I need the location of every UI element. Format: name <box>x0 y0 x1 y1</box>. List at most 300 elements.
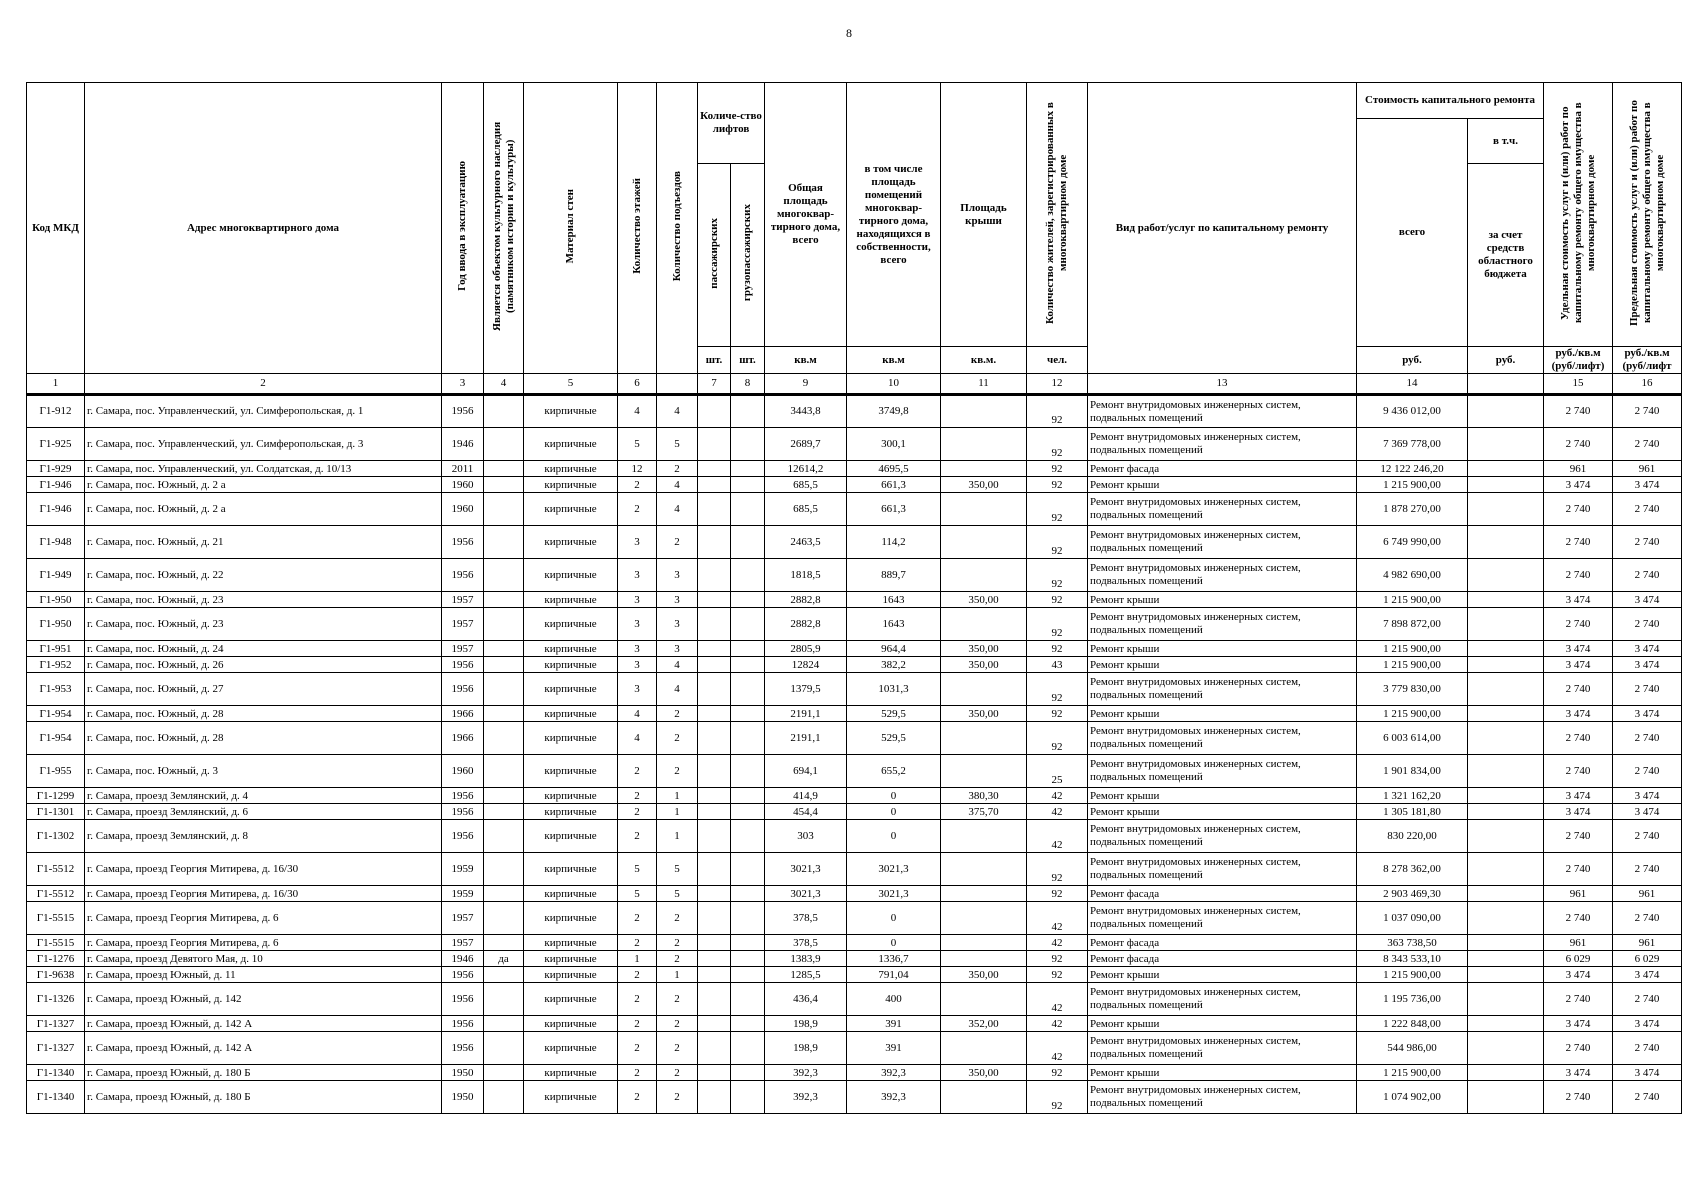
header-lifts-freight: грузопассажирских <box>731 164 765 347</box>
cell-cost-total: 8 343 533,10 <box>1357 951 1468 967</box>
cell-roof-area <box>941 1081 1027 1114</box>
column-number: 7 <box>698 374 731 395</box>
cell-unit-cost: 3 474 <box>1544 1016 1613 1032</box>
cell-year: 1960 <box>442 477 484 493</box>
cell-address: г. Самара, пос. Южный, д. 28 <box>85 722 442 755</box>
cell-area-total: 694,1 <box>765 755 847 788</box>
table-row <box>27 755 1682 788</box>
cell-year: 1957 <box>442 935 484 951</box>
cell-cost-total: 6 003 614,00 <box>1357 722 1468 755</box>
cell-residents: 43 <box>1027 657 1088 673</box>
header-lifts: Количе-ство лифтов <box>698 83 765 164</box>
cell-lifts-pass <box>698 641 731 657</box>
cell-entrances: 2 <box>657 722 698 755</box>
cell-floors: 2 <box>618 1032 657 1065</box>
cell-residents: 92 <box>1027 592 1088 608</box>
cell-code: Г1-1301 <box>27 804 85 820</box>
cell-lifts-pass <box>698 395 731 428</box>
cell-roof-area <box>941 820 1027 853</box>
cell-heritage <box>484 526 524 559</box>
cell-area-total: 1818,5 <box>765 559 847 592</box>
cell-work: Ремонт внутридомовых инженерных систем, подвальных помещений <box>1088 820 1357 853</box>
cell-max-cost: 2 740 <box>1613 1081 1682 1114</box>
cell-address: г. Самара, проезд Землянский, д. 6 <box>85 804 442 820</box>
table-row <box>27 493 1682 526</box>
cell-area-owned: 655,2 <box>847 755 941 788</box>
cell-area-total: 392,3 <box>765 1065 847 1081</box>
cell-work: Ремонт внутридомовых инженерных систем, подвальных помещений <box>1088 395 1357 428</box>
table-row <box>27 641 1682 657</box>
cell-year: 1957 <box>442 608 484 641</box>
cell-material: кирпичные <box>524 1081 618 1114</box>
cell-heritage <box>484 559 524 592</box>
cell-residents: 92 <box>1027 477 1088 493</box>
cell-address: г. Самара, пос. Южный, д. 27 <box>85 673 442 706</box>
cell-unit-cost: 3 474 <box>1544 788 1613 804</box>
cell-residents: 92 <box>1027 1065 1088 1081</box>
cell-work: Ремонт фасада <box>1088 951 1357 967</box>
cell-unit-cost: 2 740 <box>1544 1032 1613 1065</box>
cell-material: кирпичные <box>524 886 618 902</box>
cell-area-owned: 300,1 <box>847 428 941 461</box>
cell-unit-cost: 2 740 <box>1544 493 1613 526</box>
cell-area-owned: 392,3 <box>847 1065 941 1081</box>
cell-cost-total: 363 738,50 <box>1357 935 1468 951</box>
cell-cost-regional <box>1468 493 1544 526</box>
cell-material: кирпичные <box>524 526 618 559</box>
cell-heritage <box>484 967 524 983</box>
cell-cost-total: 1 901 834,00 <box>1357 755 1468 788</box>
cell-address: г. Самара, пос. Южный, д. 21 <box>85 526 442 559</box>
unit-max-cost: руб./кв.м (руб/лифт <box>1613 347 1682 374</box>
cell-area-owned: 0 <box>847 804 941 820</box>
cell-cost-regional <box>1468 477 1544 493</box>
table-row <box>27 657 1682 673</box>
cell-material: кирпичные <box>524 461 618 477</box>
cell-address: г. Самара, проезд Южный, д. 11 <box>85 967 442 983</box>
cell-heritage <box>484 592 524 608</box>
cell-code: Г1-946 <box>27 493 85 526</box>
column-number: 8 <box>731 374 765 395</box>
cell-area-owned: 964,4 <box>847 641 941 657</box>
cell-residents: 92 <box>1027 886 1088 902</box>
cell-address: г. Самара, проезд Девятого Мая, д. 10 <box>85 951 442 967</box>
cell-lifts-freight <box>731 477 765 493</box>
table-row <box>27 706 1682 722</box>
cell-lifts-freight <box>731 1016 765 1032</box>
cell-address: г. Самара, проезд Землянский, д. 4 <box>85 788 442 804</box>
cell-entrances: 4 <box>657 395 698 428</box>
cell-heritage <box>484 493 524 526</box>
cell-heritage <box>484 722 524 755</box>
cell-work: Ремонт крыши <box>1088 657 1357 673</box>
cell-roof-area: 350,00 <box>941 641 1027 657</box>
table-row <box>27 983 1682 1016</box>
cell-entrances: 4 <box>657 657 698 673</box>
cell-entrances: 2 <box>657 1081 698 1114</box>
cell-max-cost: 2 740 <box>1613 853 1682 886</box>
cell-area-owned: 3749,8 <box>847 395 941 428</box>
cell-entrances: 3 <box>657 592 698 608</box>
cell-entrances: 2 <box>657 1065 698 1081</box>
table-row <box>27 788 1682 804</box>
cell-material: кирпичные <box>524 755 618 788</box>
cell-work: Ремонт внутридомовых инженерных систем, подвальных помещений <box>1088 722 1357 755</box>
cell-work: Ремонт крыши <box>1088 788 1357 804</box>
cell-max-cost: 3 474 <box>1613 706 1682 722</box>
cell-cost-total: 1 215 900,00 <box>1357 706 1468 722</box>
cell-year: 2011 <box>442 461 484 477</box>
cell-area-total: 1379,5 <box>765 673 847 706</box>
cell-roof-area: 350,00 <box>941 657 1027 673</box>
cell-work: Ремонт фасада <box>1088 886 1357 902</box>
cell-address: г. Самара, пос. Южный, д. 3 <box>85 755 442 788</box>
cell-unit-cost: 2 740 <box>1544 526 1613 559</box>
cell-code: Г1-954 <box>27 706 85 722</box>
table-row <box>27 608 1682 641</box>
cell-work: Ремонт крыши <box>1088 641 1357 657</box>
cell-residents: 92 <box>1027 853 1088 886</box>
cell-cost-regional <box>1468 983 1544 1016</box>
cell-year: 1946 <box>442 428 484 461</box>
header-cost-total: всего <box>1357 119 1468 347</box>
cell-entrances: 3 <box>657 559 698 592</box>
cell-material: кирпичные <box>524 788 618 804</box>
cell-cost-total: 1 037 090,00 <box>1357 902 1468 935</box>
unit-roof: кв.м. <box>941 347 1027 374</box>
cell-work: Ремонт крыши <box>1088 804 1357 820</box>
cell-material: кирпичные <box>524 820 618 853</box>
cell-heritage <box>484 1032 524 1065</box>
cell-lifts-pass <box>698 967 731 983</box>
cell-address: г. Самара, проезд Южный, д. 142 А <box>85 1016 442 1032</box>
cell-unit-cost: 2 740 <box>1544 673 1613 706</box>
cell-material: кирпичные <box>524 935 618 951</box>
cell-max-cost: 2 740 <box>1613 493 1682 526</box>
column-number <box>657 374 698 395</box>
cell-roof-area <box>941 935 1027 951</box>
cell-heritage <box>484 706 524 722</box>
cell-work: Ремонт внутридомовых инженерных систем, подвальных помещений <box>1088 902 1357 935</box>
cell-year: 1956 <box>442 983 484 1016</box>
cell-heritage <box>484 983 524 1016</box>
cell-material: кирпичные <box>524 395 618 428</box>
header-address: Адрес многоквартирного дома <box>85 83 442 374</box>
cell-lifts-pass <box>698 902 731 935</box>
cell-heritage <box>484 820 524 853</box>
cell-area-total: 2805,9 <box>765 641 847 657</box>
column-number: 13 <box>1088 374 1357 395</box>
header-area-owned: в том числе площадь помещений многоквар-тирного дома, находящихся в собственности, всего <box>847 83 941 347</box>
cell-area-total: 454,4 <box>765 804 847 820</box>
cell-roof-area <box>941 755 1027 788</box>
cell-residents: 92 <box>1027 608 1088 641</box>
cell-work: Ремонт внутридомовых инженерных систем, подвальных помещений <box>1088 526 1357 559</box>
cell-heritage <box>484 395 524 428</box>
cell-residents: 92 <box>1027 673 1088 706</box>
cell-lifts-freight <box>731 395 765 428</box>
cell-entrances: 2 <box>657 526 698 559</box>
cell-work: Ремонт крыши <box>1088 706 1357 722</box>
cell-cost-regional <box>1468 428 1544 461</box>
cell-heritage <box>484 1016 524 1032</box>
cell-cost-regional <box>1468 526 1544 559</box>
cell-lifts-freight <box>731 673 765 706</box>
cell-material: кирпичные <box>524 722 618 755</box>
cell-address: г. Самара, проезд Южный, д. 142 А <box>85 1032 442 1065</box>
cell-residents: 42 <box>1027 820 1088 853</box>
cell-max-cost: 3 474 <box>1613 592 1682 608</box>
cell-lifts-freight <box>731 967 765 983</box>
cell-address: г. Самара, пос. Южный, д. 23 <box>85 592 442 608</box>
cell-area-total: 3021,3 <box>765 853 847 886</box>
cell-heritage <box>484 1065 524 1081</box>
cell-area-total: 414,9 <box>765 788 847 804</box>
cell-residents: 92 <box>1027 967 1088 983</box>
table-row <box>27 1081 1682 1114</box>
cell-cost-total: 9 436 012,00 <box>1357 395 1468 428</box>
table-row <box>27 951 1682 967</box>
header-cost-regional: за счет средств областного бюджета <box>1468 164 1544 347</box>
cell-year: 1957 <box>442 902 484 935</box>
cell-entrances: 3 <box>657 641 698 657</box>
cell-lifts-freight <box>731 820 765 853</box>
cell-code: Г1-925 <box>27 428 85 461</box>
cell-entrances: 4 <box>657 673 698 706</box>
cell-lifts-freight <box>731 935 765 951</box>
cell-lifts-pass <box>698 608 731 641</box>
cell-code: Г1-1276 <box>27 951 85 967</box>
cell-lifts-pass <box>698 983 731 1016</box>
cell-material: кирпичные <box>524 673 618 706</box>
cell-address: г. Самара, проезд Георгия Митирева, д. 16/30 <box>85 886 442 902</box>
cell-cost-regional <box>1468 755 1544 788</box>
cell-material: кирпичные <box>524 853 618 886</box>
cell-heritage: да <box>484 951 524 967</box>
cell-material: кирпичные <box>524 477 618 493</box>
cell-floors: 1 <box>618 951 657 967</box>
header-entrances: Количество подъездов <box>657 83 698 374</box>
cell-cost-total: 830 220,00 <box>1357 820 1468 853</box>
cell-residents: 92 <box>1027 559 1088 592</box>
cell-area-total: 12824 <box>765 657 847 673</box>
cell-entrances: 5 <box>657 886 698 902</box>
cell-entrances: 2 <box>657 755 698 788</box>
cell-max-cost: 961 <box>1613 461 1682 477</box>
cell-lifts-freight <box>731 641 765 657</box>
cell-entrances: 2 <box>657 951 698 967</box>
cell-year: 1956 <box>442 788 484 804</box>
cell-floors: 3 <box>618 559 657 592</box>
cell-work: Ремонт фасада <box>1088 935 1357 951</box>
cell-address: г. Самара, проезд Землянский, д. 8 <box>85 820 442 853</box>
cell-address: г. Самара, пос. Южный, д. 26 <box>85 657 442 673</box>
cell-year: 1959 <box>442 853 484 886</box>
cell-max-cost: 2 740 <box>1613 983 1682 1016</box>
cell-unit-cost: 6 029 <box>1544 951 1613 967</box>
cell-heritage <box>484 428 524 461</box>
cell-residents: 92 <box>1027 395 1088 428</box>
table-row <box>27 559 1682 592</box>
cell-lifts-freight <box>731 1065 765 1081</box>
cell-year: 1956 <box>442 804 484 820</box>
cell-address: г. Самара, пос. Управленческий, ул. Симферопольская, д. 3 <box>85 428 442 461</box>
cell-entrances: 1 <box>657 804 698 820</box>
cell-area-owned: 391 <box>847 1032 941 1065</box>
cell-area-owned: 1643 <box>847 592 941 608</box>
cell-floors: 2 <box>618 1081 657 1114</box>
cell-year: 1959 <box>442 886 484 902</box>
cell-max-cost: 3 474 <box>1613 1065 1682 1081</box>
cell-area-owned: 0 <box>847 935 941 951</box>
cell-floors: 4 <box>618 722 657 755</box>
cell-lifts-freight <box>731 1081 765 1114</box>
cell-entrances: 5 <box>657 853 698 886</box>
cell-cost-regional <box>1468 1032 1544 1065</box>
cell-max-cost: 3 474 <box>1613 477 1682 493</box>
page-number: 8 <box>846 26 852 40</box>
cell-max-cost: 3 474 <box>1613 804 1682 820</box>
header-floors: Количество этажей <box>618 83 657 374</box>
cell-area-total: 2463,5 <box>765 526 847 559</box>
cell-code: Г1-1340 <box>27 1065 85 1081</box>
cell-residents: 92 <box>1027 706 1088 722</box>
cell-address: г. Самара, пос. Южный, д. 28 <box>85 706 442 722</box>
column-number: 11 <box>941 374 1027 395</box>
cell-area-total: 2882,8 <box>765 608 847 641</box>
cell-work: Ремонт внутридомовых инженерных систем, подвальных помещений <box>1088 755 1357 788</box>
cell-max-cost: 2 740 <box>1613 608 1682 641</box>
cell-work: Ремонт крыши <box>1088 967 1357 983</box>
cell-work: Ремонт внутридомовых инженерных систем, подвальных помещений <box>1088 1032 1357 1065</box>
capital-repair-table <box>26 82 1682 1114</box>
cell-unit-cost: 3 474 <box>1544 657 1613 673</box>
cell-roof-area: 350,00 <box>941 1065 1027 1081</box>
table-row <box>27 853 1682 886</box>
cell-lifts-pass <box>698 706 731 722</box>
cell-floors: 12 <box>618 461 657 477</box>
cell-material: кирпичные <box>524 559 618 592</box>
cell-address: г. Самара, проезд Георгия Митирева, д. 6 <box>85 902 442 935</box>
cell-floors: 2 <box>618 983 657 1016</box>
cell-roof-area <box>941 428 1027 461</box>
cell-residents: 92 <box>1027 722 1088 755</box>
header-area-total: Общая площадь многоквар-тирного дома, всего <box>765 83 847 347</box>
cell-code: Г1-946 <box>27 477 85 493</box>
cell-residents: 92 <box>1027 641 1088 657</box>
cell-entrances: 2 <box>657 706 698 722</box>
cell-heritage <box>484 657 524 673</box>
cell-area-total: 198,9 <box>765 1032 847 1065</box>
cell-year: 1950 <box>442 1065 484 1081</box>
cell-lifts-pass <box>698 1016 731 1032</box>
cell-work: Ремонт внутридомовых инженерных систем, подвальных помещений <box>1088 1081 1357 1114</box>
cell-cost-regional <box>1468 820 1544 853</box>
cell-area-total: 436,4 <box>765 983 847 1016</box>
cell-unit-cost: 961 <box>1544 935 1613 951</box>
cell-year: 1956 <box>442 1032 484 1065</box>
cell-code: Г1-1326 <box>27 983 85 1016</box>
cell-heritage <box>484 935 524 951</box>
cell-lifts-freight <box>731 853 765 886</box>
cell-area-owned: 3021,3 <box>847 886 941 902</box>
cell-floors: 2 <box>618 477 657 493</box>
cell-area-total: 378,5 <box>765 935 847 951</box>
cell-material: кирпичные <box>524 1032 618 1065</box>
cell-code: Г1-1340 <box>27 1081 85 1114</box>
header-roof-area: Площадь крыши <box>941 83 1027 347</box>
table-row <box>27 395 1682 428</box>
cell-material: кирпичные <box>524 657 618 673</box>
cell-cost-total: 7 898 872,00 <box>1357 608 1468 641</box>
cell-entrances: 4 <box>657 493 698 526</box>
cell-work: Ремонт крыши <box>1088 1016 1357 1032</box>
cell-lifts-freight <box>731 493 765 526</box>
cell-lifts-pass <box>698 461 731 477</box>
cell-unit-cost: 2 740 <box>1544 608 1613 641</box>
cell-roof-area <box>941 1032 1027 1065</box>
cell-material: кирпичные <box>524 967 618 983</box>
cell-max-cost: 2 740 <box>1613 428 1682 461</box>
cell-area-owned: 114,2 <box>847 526 941 559</box>
table-row <box>27 592 1682 608</box>
header-heritage: Является объектом культурного наследия (памятником истории и культуры) <box>484 83 524 374</box>
cell-unit-cost: 2 740 <box>1544 722 1613 755</box>
cell-cost-total: 1 195 736,00 <box>1357 983 1468 1016</box>
cell-area-total: 2882,8 <box>765 592 847 608</box>
cell-cost-regional <box>1468 673 1544 706</box>
cell-max-cost: 2 740 <box>1613 395 1682 428</box>
cell-floors: 3 <box>618 608 657 641</box>
cell-floors: 5 <box>618 428 657 461</box>
cell-cost-regional <box>1468 902 1544 935</box>
cell-lifts-pass <box>698 804 731 820</box>
cell-max-cost: 3 474 <box>1613 788 1682 804</box>
cell-year: 1946 <box>442 951 484 967</box>
cell-area-owned: 3021,3 <box>847 853 941 886</box>
cell-heritage <box>484 788 524 804</box>
cell-code: Г1-1327 <box>27 1016 85 1032</box>
cell-lifts-pass <box>698 820 731 853</box>
cell-floors: 4 <box>618 706 657 722</box>
cell-area-owned: 1643 <box>847 608 941 641</box>
cell-address: г. Самара, пос. Управленческий, ул. Симферопольская, д. 1 <box>85 395 442 428</box>
cell-lifts-freight <box>731 657 765 673</box>
cell-lifts-pass <box>698 673 731 706</box>
column-number: 4 <box>484 374 524 395</box>
cell-code: Г1-912 <box>27 395 85 428</box>
cell-code: Г1-951 <box>27 641 85 657</box>
column-number: 1 <box>27 374 85 395</box>
cell-lifts-pass <box>698 935 731 951</box>
cell-max-cost: 2 740 <box>1613 526 1682 559</box>
cell-material: кирпичные <box>524 706 618 722</box>
cell-entrances: 2 <box>657 983 698 1016</box>
cell-address: г. Самара, пос. Южный, д. 2 а <box>85 477 442 493</box>
cell-year: 1956 <box>442 673 484 706</box>
cell-roof-area <box>941 526 1027 559</box>
cell-unit-cost: 3 474 <box>1544 641 1613 657</box>
cell-floors: 3 <box>618 641 657 657</box>
cell-unit-cost: 2 740 <box>1544 428 1613 461</box>
cell-code: Г1-5515 <box>27 935 85 951</box>
cell-unit-cost: 2 740 <box>1544 820 1613 853</box>
cell-area-owned: 529,5 <box>847 722 941 755</box>
cell-material: кирпичные <box>524 983 618 1016</box>
unit-unit-cost: руб./кв.м (руб/лифт) <box>1544 347 1613 374</box>
cell-lifts-freight <box>731 755 765 788</box>
table-row <box>27 804 1682 820</box>
